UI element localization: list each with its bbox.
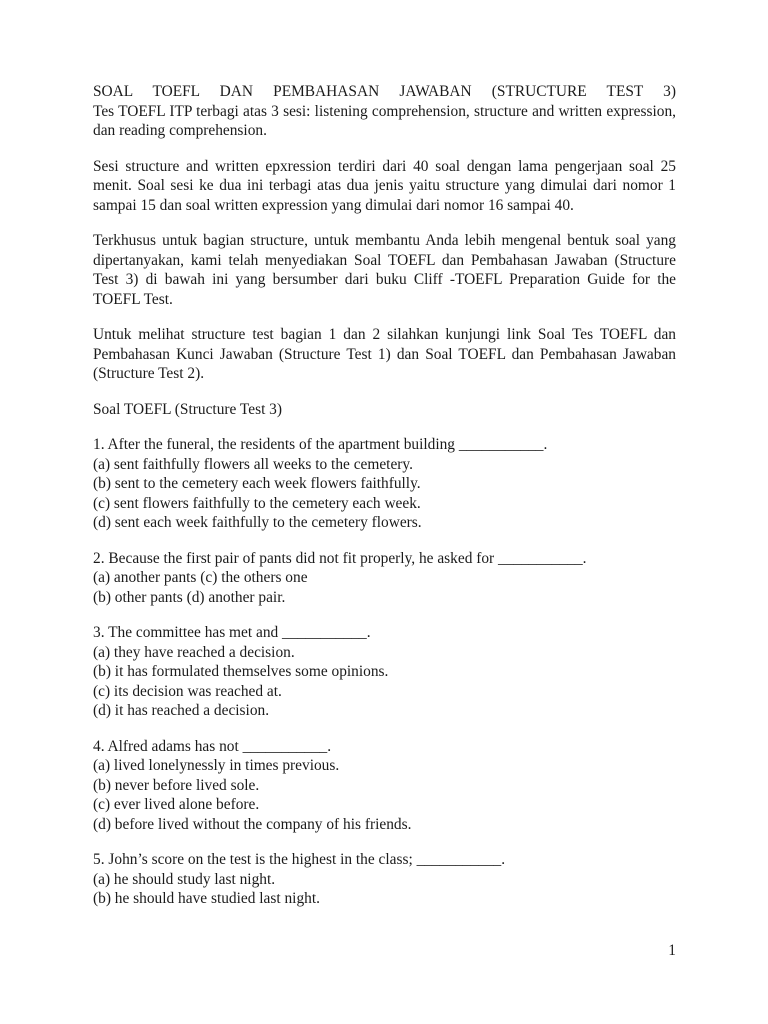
section-heading: Soal TOEFL (Structure Test 3) — [93, 400, 283, 418]
question-3 — [93, 623, 676, 721]
question-option: (d) before lived without the company of his friends. — [93, 815, 412, 833]
intro-paragraph — [93, 157, 676, 216]
question-stem: 1. After the funeral, the residents of the apartment building ___________. — [93, 436, 548, 453]
intro-paragraph — [93, 325, 676, 384]
question-option: (b) sent to the cemetery each week flowers faithfully. — [93, 475, 421, 492]
paragraph-line: menit. Soal sesi ke dua ini terbagi atas dua jenis yaitu structure yang dimulai dari nomor 1 — [93, 177, 676, 194]
title-paragraph — [93, 82, 676, 141]
section-heading-block — [93, 400, 676, 420]
question-stem: 4. Alfred adams has not ___________. — [93, 737, 332, 755]
paragraph-line: Terkhusus untuk bagian structure, untuk membantu Anda lebih mengenal bentuk soal yang — [93, 232, 676, 249]
paragraph-line: dan reading comprehension. — [93, 122, 267, 139]
question-option: (a) he should study last night. — [93, 870, 276, 888]
question-option: (d) sent each week faithfully to the cemetery flowers. — [93, 514, 422, 531]
question-option: (d) it has reached a decision. — [93, 702, 270, 719]
question-option: (b) it has formulated themselves some opinions. — [93, 663, 389, 680]
question-5 — [93, 850, 676, 909]
question-option: (a) sent faithfully flowers all weeks to the cemetery. — [93, 455, 413, 473]
question-option: (a) lived lonelynessly in times previous. — [93, 757, 340, 774]
intro-paragraph — [93, 231, 676, 309]
paragraph-line: Untuk melihat structure test bagian 1 dan 2 silahkan kunjungi link Soal Tes TOEFL dan — [93, 326, 676, 343]
paragraph-line: Test 3) di bawah ini yang bersumber dari buku Cliff -TOEFL Preparation Guide for the — [93, 271, 676, 288]
paragraph-line: dipertanyakan, kami telah menyediakan Soal TOEFL dan Pembahasan Jawaban (Structure — [93, 251, 676, 269]
paragraph-line: TOEFL Test. — [93, 290, 173, 308]
question-option: (c) sent flowers faithfully to the cemetery each week. — [93, 494, 421, 512]
paragraph-line: Sesi structure and written epxression terdiri dari 40 soal dengan lama pengerjaan soal 25 — [93, 157, 676, 175]
question-2 — [93, 549, 676, 608]
question-option: (b) he should have studied last night. — [93, 890, 320, 907]
page-number: 1 — [668, 942, 676, 959]
paragraph-line: Tes TOEFL ITP terbagi atas 3 sesi: listening comprehension, structure and written expression, — [93, 102, 676, 120]
document-title: SOAL TOEFL DAN PEMBAHASAN JAWABAN (STRUCTURE TEST 3) — [93, 83, 676, 100]
question-4 — [93, 737, 676, 835]
question-stem: 2. Because the first pair of pants did not fit properly, he asked for ___________. — [93, 549, 587, 567]
question-option: (b) never before lived sole. — [93, 776, 260, 794]
question-option: (c) ever lived alone before. — [93, 796, 260, 813]
question-option: (a) they have reached a decision. — [93, 643, 295, 661]
paragraph-line: Pembahasan Kunci Jawaban (Structure Test 1) dan Soal TOEFL dan Pembahasan Jawaban — [93, 345, 676, 363]
question-stem: 3. The committee has met and ___________. — [93, 624, 371, 641]
question-1 — [93, 435, 676, 533]
paragraph-line: (Structure Test 2). — [93, 365, 205, 382]
question-stem: 5. John’s score on the test is the highest in the class; ___________. — [93, 851, 506, 868]
paragraph-line: sampai 15 dan soal written expression yang dimulai dari nomor 16 sampai 40. — [93, 196, 574, 214]
question-option: (b) other pants (d) another pair. — [93, 588, 286, 606]
question-option: (a) another pants (c) the others one — [93, 569, 308, 586]
document-content — [93, 82, 676, 925]
question-option: (c) its decision was reached at. — [93, 682, 282, 700]
